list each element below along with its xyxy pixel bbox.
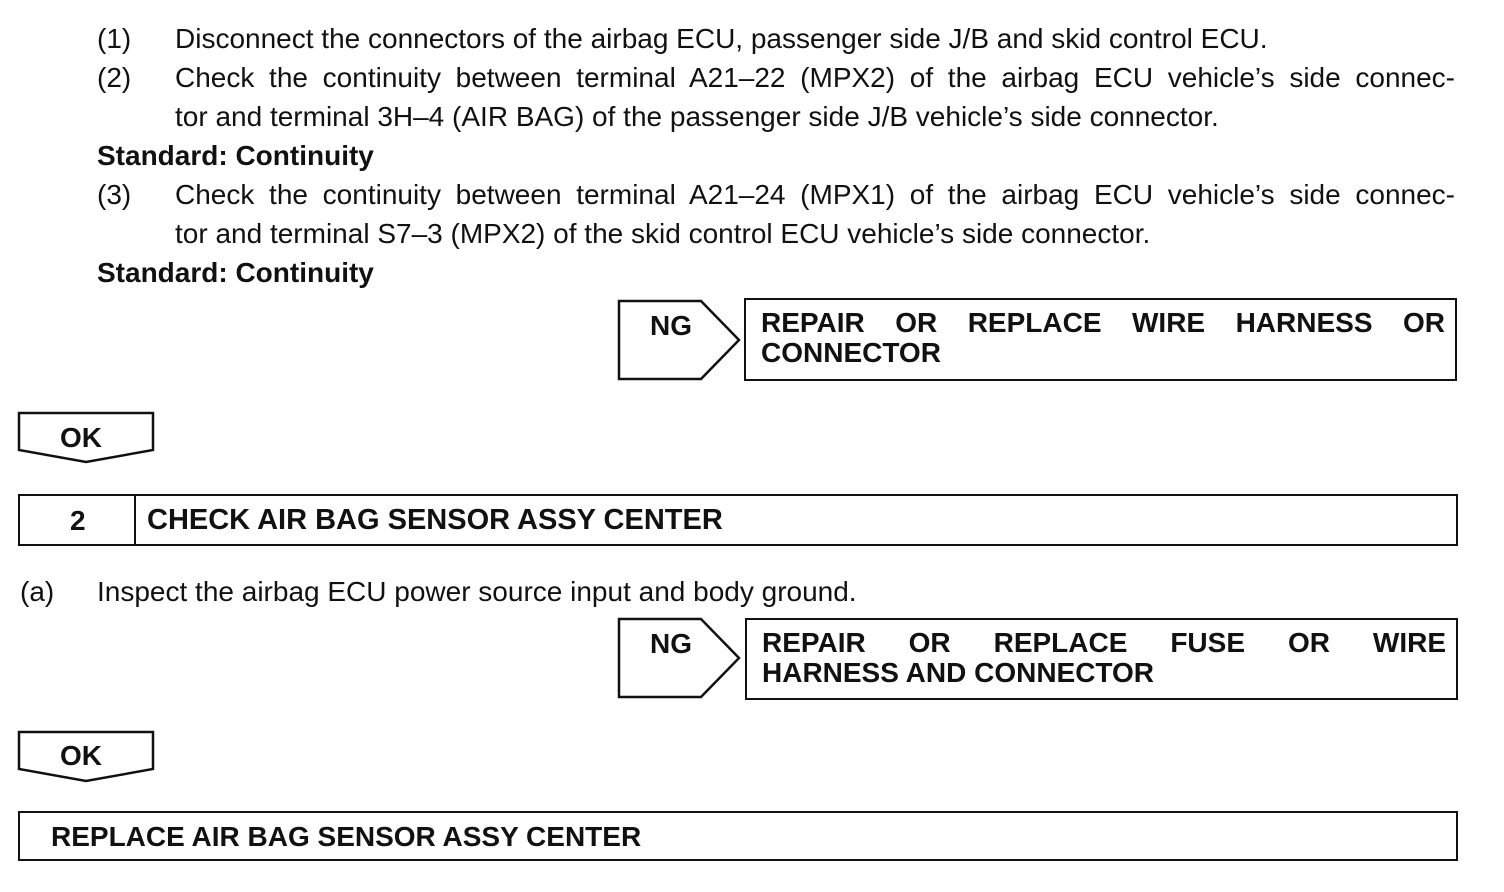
final-action-box: [18, 811, 1458, 861]
step-3-text-line-1: Check the continuity between terminal A21–24 (MPX1) of the airbag ECU vehicle’s side connec-: [175, 179, 1455, 210]
ng-action-1-line-2: CONNECTOR: [761, 337, 941, 368]
ok-label-1: OK: [60, 422, 102, 453]
ng-label-2: NG: [650, 628, 692, 659]
standard-label-2: Standard: Continuity: [97, 257, 374, 288]
standard-label-1: Standard: Continuity: [97, 140, 374, 171]
step-2-title: CHECK AIR BAG SENSOR ASSY CENTER: [147, 504, 723, 536]
step-1-number: (1): [97, 23, 132, 54]
step-2-text-line-2: tor and terminal 3H–4 (AIR BAG) of the passenger side J/B vehicle’s side connector.: [175, 101, 1219, 132]
step-2-number: (2): [97, 62, 132, 93]
step-2-header: [18, 494, 1458, 546]
substep-a-letter: (a): [20, 576, 55, 607]
final-action-text: REPLACE AIR BAG SENSOR ASSY CENTER: [51, 821, 642, 852]
step-3-number: (3): [97, 179, 132, 210]
step-1-text: Disconnect the connectors of the airbag ECU, passenger side J/B and skid control ECU.: [175, 23, 1268, 54]
ng-action-2-line-2: HARNESS AND CONNECTOR: [762, 657, 1155, 688]
ng-label-1: NG: [650, 310, 692, 341]
ng-action-2-line-1: REPAIR OR REPLACE FUSE OR WIRE: [762, 627, 1446, 658]
ng-action-box-2: [745, 618, 1458, 700]
ok-label-2: OK: [60, 740, 102, 771]
ng-action-box-1: [744, 298, 1457, 381]
ng-action-1-line-1: REPAIR OR REPLACE WIRE HARNESS OR: [761, 307, 1445, 338]
step-2-text-line-1: Check the continuity between terminal A21–22 (MPX2) of the airbag ECU vehicle’s side connec-: [175, 62, 1455, 93]
substep-a-text: Inspect the airbag ECU power source input and body ground.: [97, 576, 857, 607]
step-3-text-line-2: tor and terminal S7–3 (MPX2) of the skid control ECU vehicle’s side connector.: [175, 218, 1151, 249]
step-2-number: 2: [70, 505, 86, 536]
